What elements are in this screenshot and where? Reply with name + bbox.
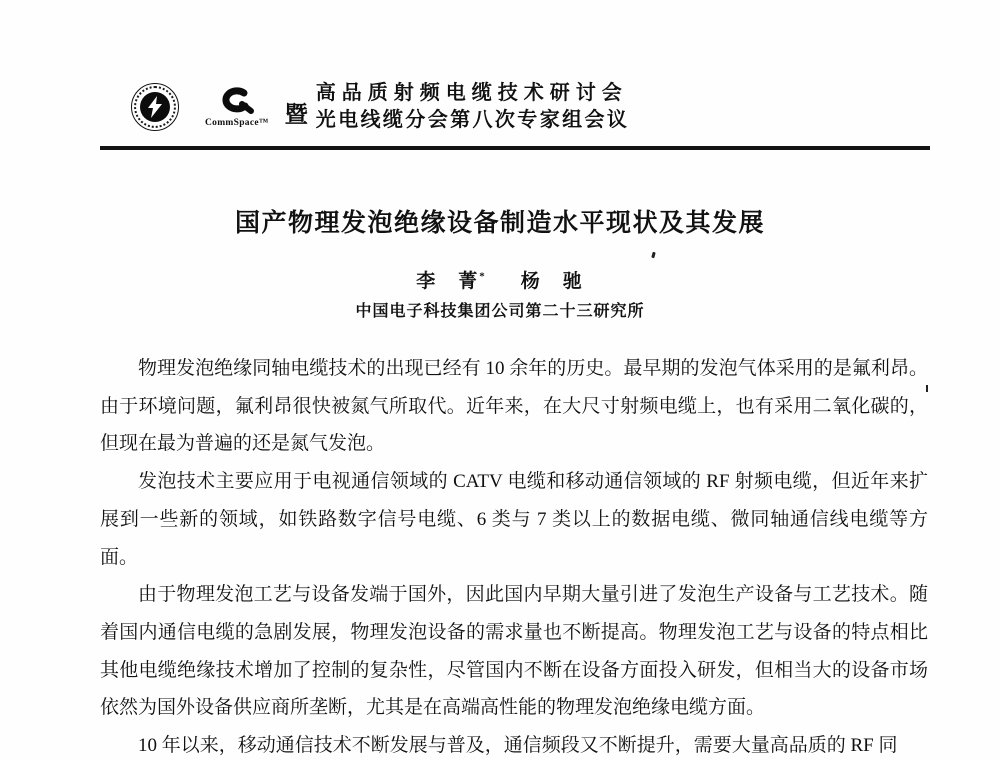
lightning-bolt-icon bbox=[146, 96, 164, 118]
paragraph: 10 年以来，移动通信技术不断发展与普及，通信频段又不断提升，需要大量高品质的 RF 同 bbox=[138, 735, 898, 757]
scan-artifact bbox=[926, 385, 928, 392]
conference-joiner: 暨 bbox=[284, 100, 308, 127]
conference-title-line2: 光电线缆分会第八次专家组会议 bbox=[315, 109, 630, 131]
conference-title bbox=[316, 80, 630, 134]
paragraph: 发泡技术主要应用于电视通信领域的 CATV 电缆和移动通信领域的 RF 射频电缆，但近年来扩展到一些新的领域，如铁路数字信号电缆、6 类与 7 类以上的数据电缆、微同轴通信线电缆等方面。 bbox=[100, 471, 928, 568]
commspace-swirl-icon bbox=[217, 87, 257, 117]
scan-artifact bbox=[651, 252, 655, 259]
commspace-label: CommSpace™ bbox=[205, 117, 269, 128]
commspace-logo bbox=[205, 87, 269, 128]
paragraph: 物理发泡绝缘同轴电缆技术的出现已经有 10 余年的历史。最早期的发泡气体采用的是氟利昂。由于环境问题，氟利昂很快被氮气所取代。近年来，在大尺寸射频电缆上，也有采用二氧化碳的，但现在最为普遍的还是氮气发泡。 bbox=[100, 358, 928, 455]
paper-body bbox=[100, 350, 928, 760]
paper-title: 国产物理发泡绝缘设备制造水平现状及其发展 bbox=[234, 209, 765, 237]
author-line bbox=[0, 266, 1000, 293]
conference-header bbox=[131, 80, 629, 134]
author-2: 杨 驰 bbox=[520, 271, 584, 292]
affiliation: 中国电子科技集团公司第二十三研究所 bbox=[355, 303, 645, 320]
author-footnote-mark: * bbox=[479, 270, 485, 283]
seal-core bbox=[140, 92, 170, 122]
author-1: 李 菁 bbox=[416, 271, 480, 292]
paragraph: 由于物理发泡工艺与设备发端于国外，因此国内早期大量引进了发泡生产设备与工艺技术。随着国内通信电缆的急剧发展，物理发泡设备的需求量也不断提高。物理发泡工艺与设备的特点相比其他电缆绝缘技术增加了控制的复杂性，尽管国内不断在设备方面投入研发，但相当大的设备市场依然为国外设备供应商所垄断，尤其是在高端高性能的物理发泡绝缘电缆方面。 bbox=[100, 584, 928, 719]
conference-title-line1: 高品质射频电缆技术研讨会 bbox=[315, 82, 628, 104]
lightning-seal-logo bbox=[131, 83, 179, 131]
header-divider bbox=[100, 146, 930, 150]
